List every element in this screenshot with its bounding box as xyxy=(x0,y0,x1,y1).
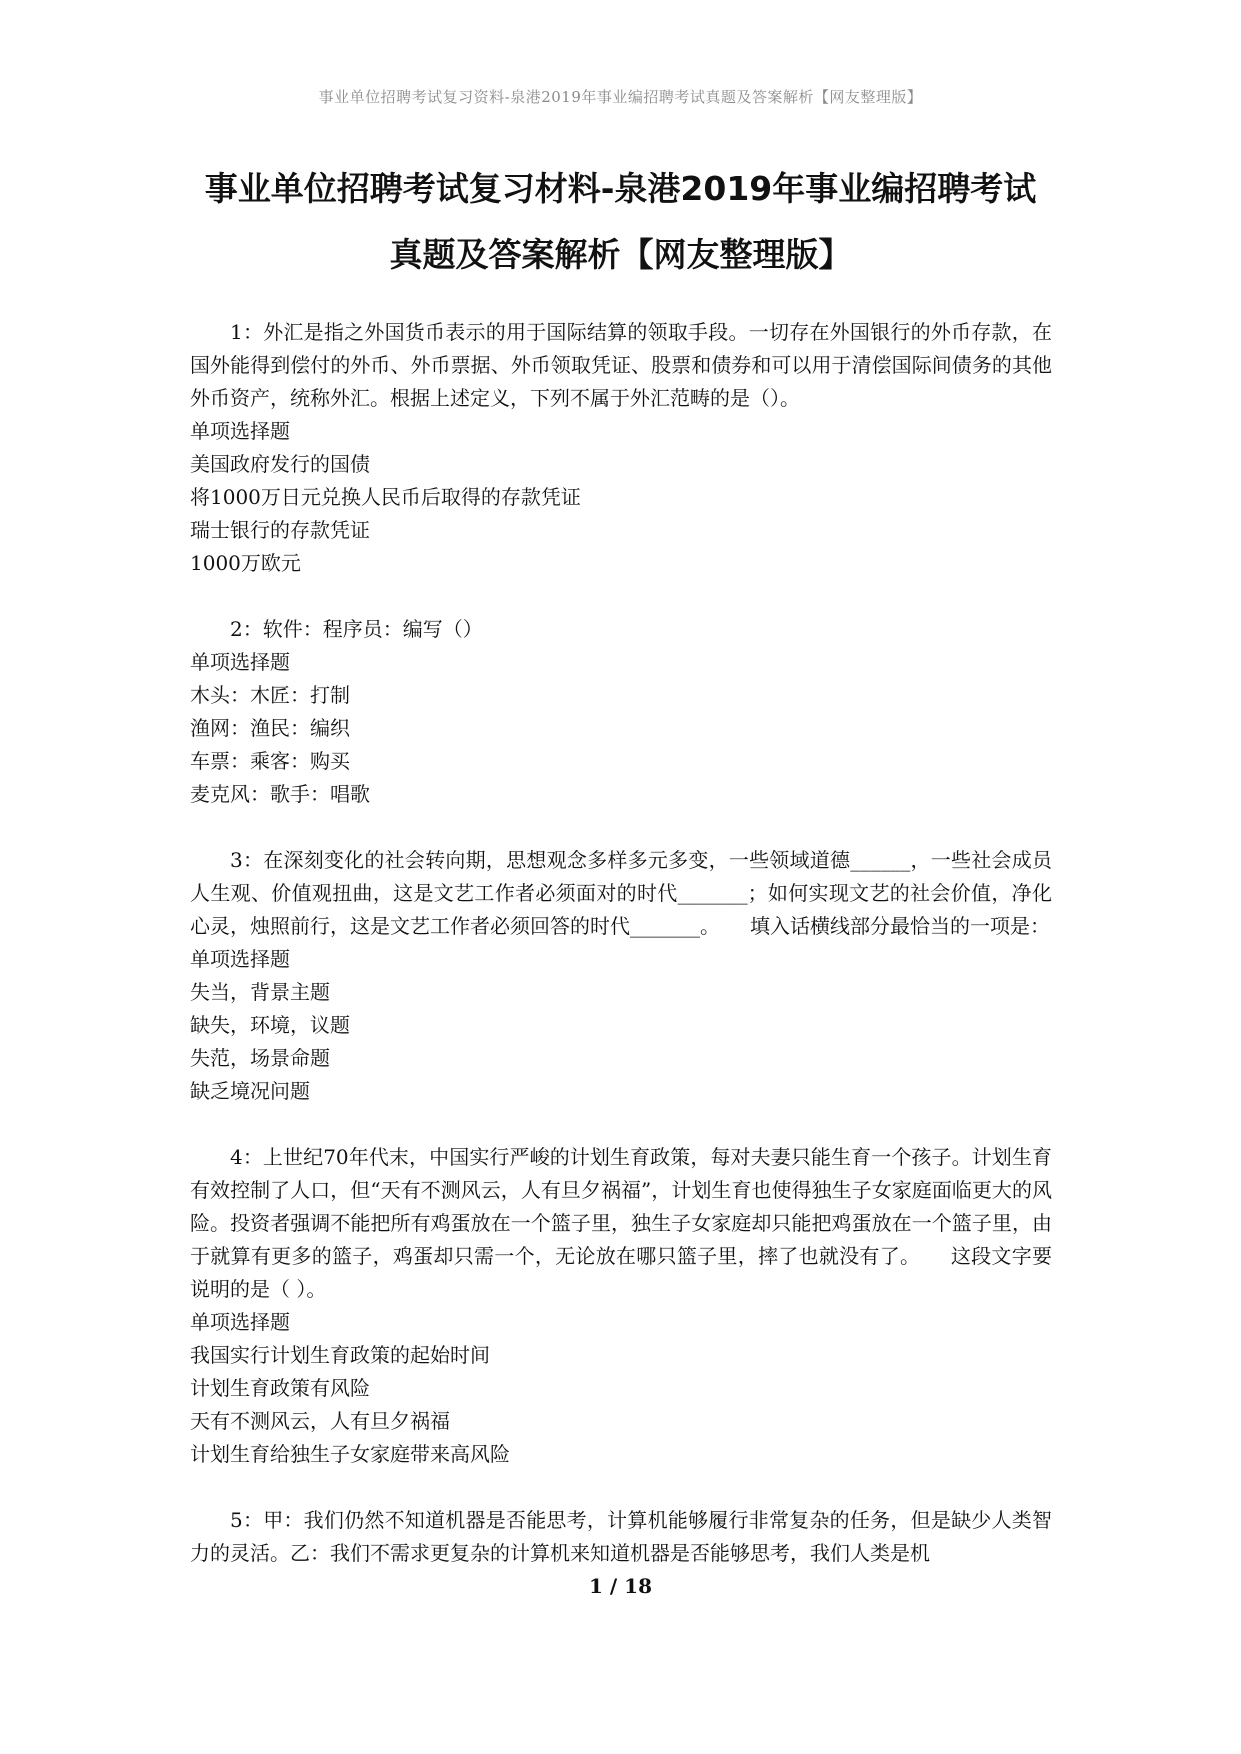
question-type: 单项选择题 xyxy=(190,650,290,674)
option-a: 木头：木匠：打制 xyxy=(190,683,350,707)
option-b: 计划生育政策有风险 xyxy=(190,1376,370,1400)
running-header: 事业单位招聘考试复习资料-泉港2019年事业编招聘考试真题及答案解析【网友整理版】 xyxy=(318,88,923,106)
option-d: 1000万欧元 xyxy=(190,551,301,575)
question-type: 单项选择题 xyxy=(190,419,290,443)
question-2 xyxy=(190,613,1052,811)
option-c: 瑞士银行的存款凭证 xyxy=(190,518,370,542)
option-c: 车票：乘客：购买 xyxy=(190,749,350,773)
question-1 xyxy=(190,316,1052,580)
question-stem: 5：甲：我们仍然不知道机器是否能思考，计算机能够履行非常复杂的任务，但是缺少人类智力的灵活。乙：我们不需求更复杂的计算机来知道机器是否能够思考，我们人类是机 xyxy=(190,1508,1052,1565)
option-a: 我国实行计划生育政策的起始时间 xyxy=(190,1343,490,1367)
question-4 xyxy=(190,1141,1052,1471)
page-number: 1 / 18 xyxy=(589,1574,652,1598)
question-type: 单项选择题 xyxy=(190,947,290,971)
question-stem: 3：在深刻变化的社会转向期，思想观念多样多元多变，一些领域道德______，一些社会成员人生观、价值观扭曲，这是文艺工作者必须面对的时代_______；如何实现文艺的社会价值，净化心灵，烛照前行，这是文艺工作者必须回答的时代_______。 填入话横线部分最恰当的一项是： xyxy=(190,848,1052,938)
title-line-1: 事业单位招聘考试复习材料-泉港2019年事业编招聘考试 xyxy=(204,169,1037,208)
question-5 xyxy=(190,1504,1052,1570)
option-d: 缺乏境况问题 xyxy=(190,1079,310,1103)
option-b: 渔网：渔民：编织 xyxy=(190,716,350,740)
question-type: 单项选择题 xyxy=(190,1310,290,1334)
option-b: 将1000万日元兑换人民币后取得的存款凭证 xyxy=(190,485,581,509)
option-a: 美国政府发行的国债 xyxy=(190,452,370,476)
document-title xyxy=(150,156,1091,288)
option-c: 失范，场景命题 xyxy=(190,1046,330,1070)
option-c: 天有不测风云，人有旦夕祸福 xyxy=(190,1409,450,1433)
option-a: 失当，背景主题 xyxy=(190,980,330,1004)
question-3 xyxy=(190,844,1052,1108)
option-d: 计划生育给独生子女家庭带来高风险 xyxy=(190,1442,510,1466)
option-d: 麦克风：歌手：唱歌 xyxy=(190,782,370,806)
option-b: 缺失，环境，议题 xyxy=(190,1013,350,1037)
question-stem: 1：外汇是指之外国货币表示的用于国际结算的领取手段。一切存在外国银行的外币存款，在国外能得到偿付的外币、外币票据、外币领取凭证、股票和债券和可以用于清偿国际间债务的其他外币资产，统称外汇。根据上述定义，下列不属于外汇范畴的是（）。 xyxy=(190,320,1052,410)
title-line-2: 真题及答案解析【网友整理版】 xyxy=(389,235,852,274)
questions-body xyxy=(190,316,1052,1603)
question-stem: 4：上世纪70年代末，中国实行严峻的计划生育政策，每对夫妻只能生育一个孩子。计划生育有效控制了人口，但“天有不测风云，人有旦夕祸福”，计划生育也使得独生子女家庭面临更大的风险。投资者强调不能把所有鸡蛋放在一个篮子里，独生子女家庭却只能把鸡蛋放在一个篮子里，由于就算有更多的篮子，鸡蛋却只需一个，无论放在哪只篮子里，摔了也就没有了。 这段文字要说明的是（ ）。 xyxy=(190,1145,1052,1301)
question-stem: 2：软件：程序员：编写（） xyxy=(230,617,483,641)
